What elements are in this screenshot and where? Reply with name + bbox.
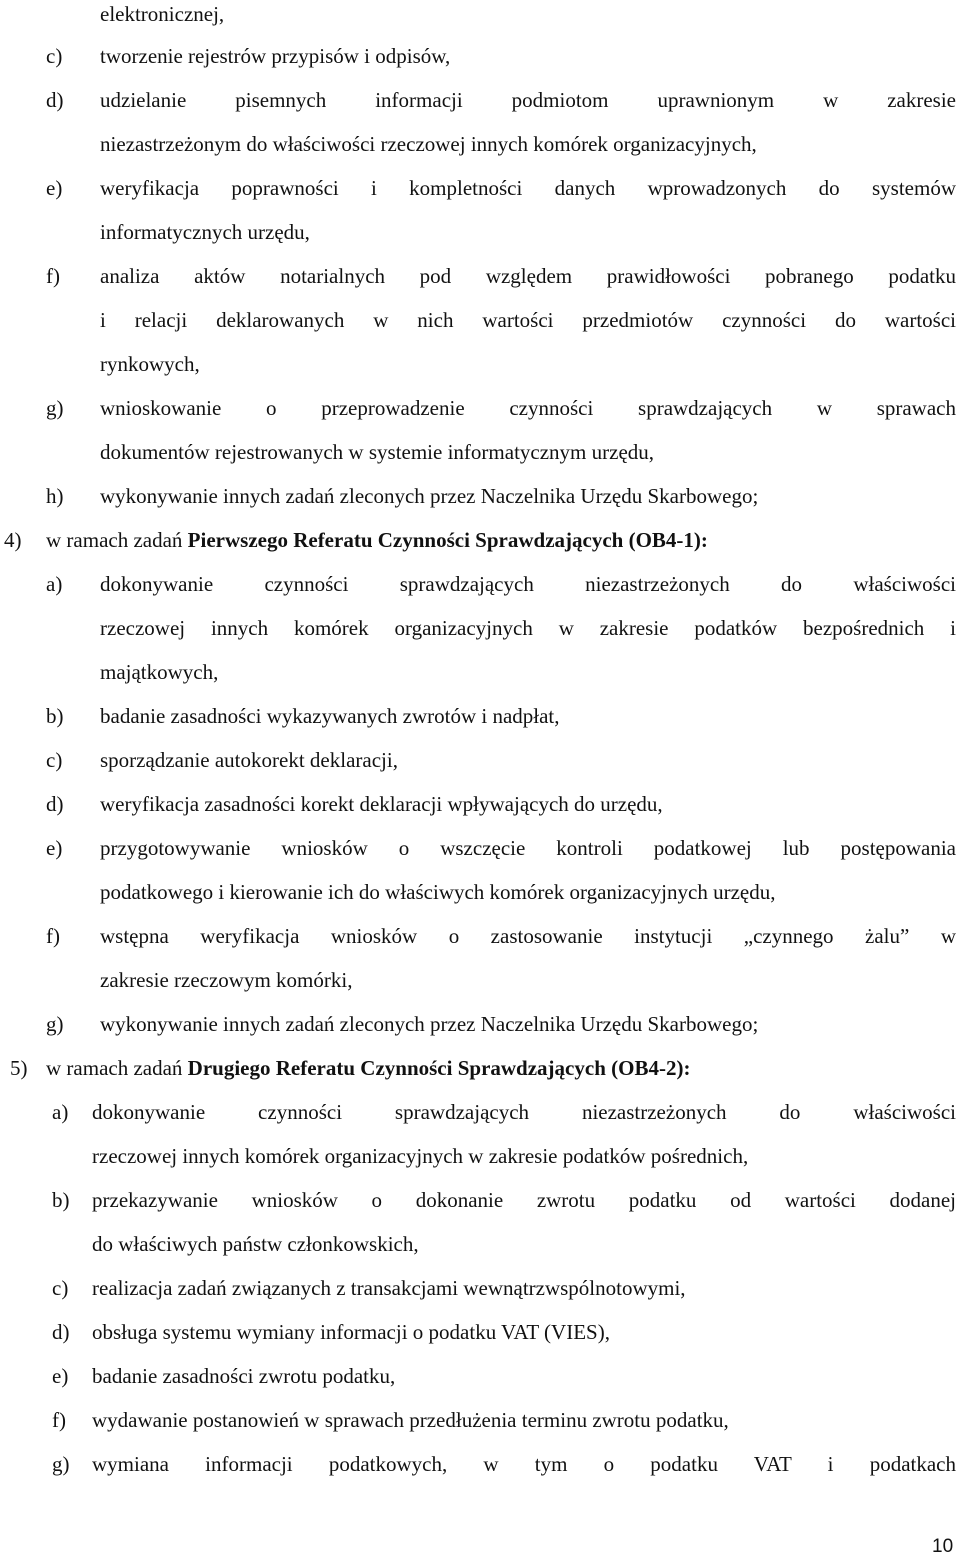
text-line: wnioskowanie o przeprowadzenie czynności sprawdzających w sprawach	[100, 396, 956, 420]
list-label: e)	[46, 176, 63, 200]
text-line: zakresie rzeczowym komórki,	[100, 968, 353, 992]
text-line: elektronicznej,	[100, 2, 225, 26]
text-line: wydawanie postanowień w sprawach przedłużenia terminu zwrotu podatku,	[92, 1408, 729, 1432]
text-line: weryfikacja zasadności korekt deklaracji wpływających do urzędu,	[100, 792, 663, 816]
text-line: wykonywanie innych zadań zleconych przez Naczelnika Urzędu Skarbowego;	[100, 484, 759, 508]
text-line: majątkowych,	[100, 660, 219, 684]
text-line: badanie zasadności zwrotu podatku,	[92, 1364, 396, 1388]
list-label: g)	[52, 1452, 70, 1476]
list-label: 5)	[10, 1056, 28, 1080]
text-line: tworzenie rejestrów przypisów i odpisów,	[100, 44, 451, 68]
list-label: b)	[52, 1188, 70, 1212]
text-line: podatkowego i kierowanie ich do właściwych komórek organizacyjnych urzędu,	[100, 880, 776, 904]
list-label: f)	[46, 264, 60, 288]
text-line: dokumentów rejestrowanych w systemie informatycznym urzędu,	[100, 440, 655, 464]
section-heading: Pierwszego Referatu Czynności Sprawdzających (OB4-1):	[187, 528, 708, 552]
text-line: wymiana informacji podatkowych, w tym o podatku VAT i podatkach	[92, 1452, 956, 1476]
section-intro: w ramach zadań	[46, 528, 188, 552]
text-line	[46, 528, 708, 552]
list-label: c)	[46, 44, 63, 68]
list-label: e)	[52, 1364, 69, 1388]
text-line: do właściwych państw członkowskich,	[92, 1232, 419, 1256]
section-heading: Drugiego Referatu Czynności Sprawdzających (OB4-2):	[187, 1056, 691, 1080]
text-line: wykonywanie innych zadań zleconych przez Naczelnika Urzędu Skarbowego;	[100, 1012, 759, 1036]
page-number: 10	[932, 1536, 954, 1557]
list-label: a)	[46, 572, 63, 596]
list-label: g)	[46, 396, 64, 420]
list-label: d)	[46, 88, 64, 112]
text-line: przygotowywanie wniosków o wszczęcie kontroli podatkowej lub postępowania	[100, 836, 956, 860]
text-line: dokonywanie czynności sprawdzających niezastrzeżonych do właściwości	[92, 1100, 956, 1124]
text-line: weryfikacja poprawności i kompletności danych wprowadzonych do systemów	[100, 176, 956, 200]
list-label: h)	[46, 484, 64, 508]
text-line: wstępna weryfikacja wniosków o zastosowanie instytucji „czynnego żalu” w	[100, 924, 956, 948]
text-line: realizacja zadań związanych z transakcjami wewnątrzwspólnotowymi,	[92, 1276, 686, 1300]
text-line: rzeczowej innych komórek organizacyjnych w zakresie podatków bezpośrednich i	[100, 616, 956, 640]
list-label: c)	[52, 1276, 69, 1300]
text-line: informatycznych urzędu,	[100, 220, 310, 244]
text-line: przekazywanie wniosków o dokonanie zwrotu podatku od wartości dodanej	[92, 1188, 956, 1212]
text-line: analiza aktów notarialnych pod względem prawidłowości pobranego podatku	[100, 264, 956, 288]
text-line	[46, 1056, 690, 1080]
text-line: obsługa systemu wymiany informacji o podatku VAT (VIES),	[92, 1320, 610, 1344]
list-label: d)	[52, 1320, 70, 1344]
list-label: 4)	[4, 528, 22, 552]
list-label: d)	[46, 792, 64, 816]
text-line: udzielanie pisemnych informacji podmiotom uprawnionym w zakresie	[100, 88, 956, 112]
text-line: rynkowych,	[100, 352, 200, 376]
list-label: a)	[52, 1100, 69, 1124]
text-line: i relacji deklarowanych w nich wartości przedmiotów czynności do wartości	[100, 308, 956, 332]
text-line: rzeczowej innych komórek organizacyjnych w zakresie podatków pośrednich,	[92, 1144, 749, 1168]
section-intro: w ramach zadań	[46, 1056, 188, 1080]
list-label: g)	[46, 1012, 64, 1036]
text-line: dokonywanie czynności sprawdzających niezastrzeżonych do właściwości	[100, 572, 956, 596]
text-line: niezastrzeżonym do właściwości rzeczowej innych komórek organizacyjnych,	[100, 132, 757, 156]
list-label: f)	[52, 1408, 66, 1432]
list-label: b)	[46, 704, 64, 728]
text-line: badanie zasadności wykazywanych zwrotów i nadpłat,	[100, 704, 560, 728]
text-line: sporządzanie autokorekt deklaracji,	[100, 748, 398, 772]
list-label: e)	[46, 836, 63, 860]
list-label: f)	[46, 924, 60, 948]
list-label: c)	[46, 748, 63, 772]
